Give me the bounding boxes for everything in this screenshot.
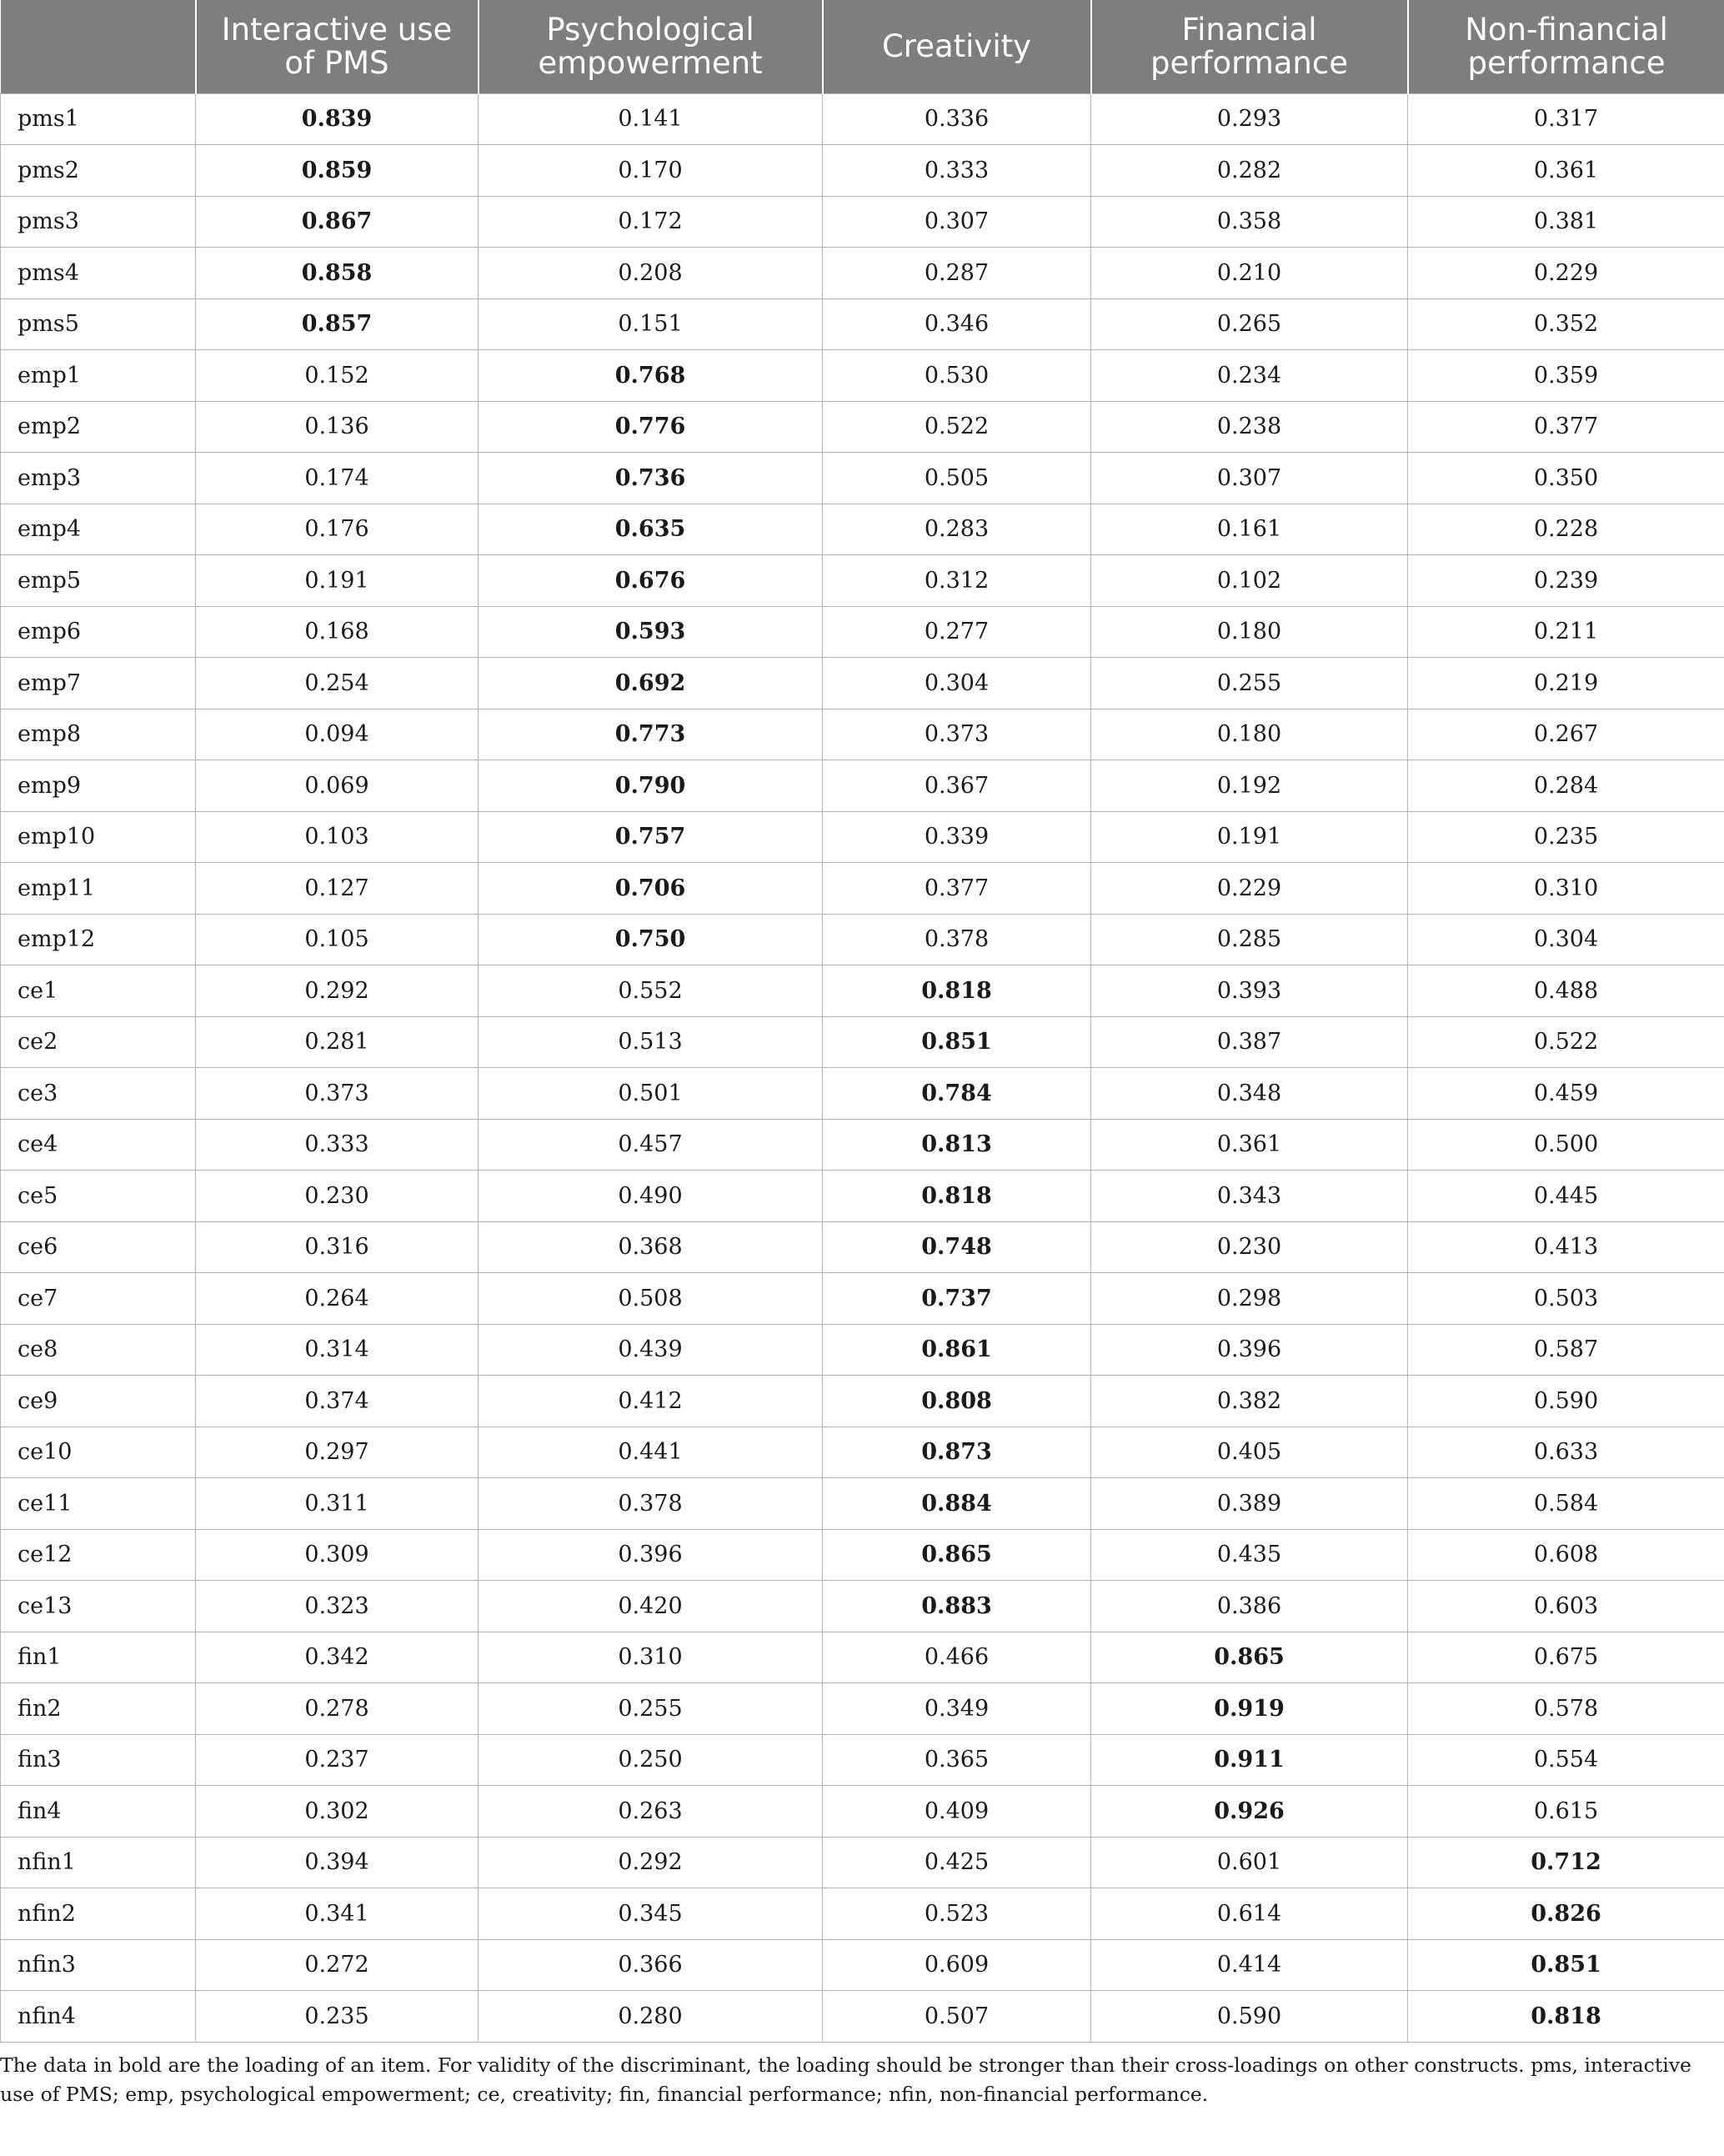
loading-cell-bold: 0.839 [196,93,479,145]
loading-cell: 0.405 [1091,1426,1408,1478]
header-interactive-use-of-pms: Interactive use of PMS [196,0,479,93]
item-label-cell: ce11 [1,1478,196,1530]
loading-cell: 0.342 [196,1632,479,1683]
item-label-cell: ce9 [1,1376,196,1427]
item-label-cell: nfin2 [1,1888,196,1940]
loading-cell: 0.378 [479,1478,823,1530]
table-row [1,1119,1724,1171]
loading-cell-bold: 0.884 [823,1478,1091,1530]
loading-cell: 0.349 [823,1683,1091,1735]
loading-cell-bold: 0.768 [479,350,823,402]
item-label-cell: pms3 [1,196,196,248]
loading-cell-bold: 0.883 [823,1581,1091,1632]
loading-cell: 0.590 [1408,1376,1724,1427]
item-label-cell: emp5 [1,555,196,607]
loading-cell: 0.069 [196,760,479,812]
loading-cell: 0.136 [196,401,479,453]
table-row [1,401,1724,453]
loading-cell: 0.191 [1091,811,1408,863]
table-row [1,709,1724,760]
loading-cell: 0.255 [1091,658,1408,709]
loading-cell: 0.151 [479,298,823,350]
loading-cell: 0.105 [196,914,479,965]
loading-cell: 0.500 [1408,1119,1724,1171]
loading-cell-bold: 0.867 [196,196,479,248]
loading-cell-bold: 0.859 [196,145,479,197]
item-label-cell: emp9 [1,760,196,812]
loading-cell: 0.501 [479,1068,823,1120]
item-label-cell: pms1 [1,93,196,145]
loading-cell: 0.333 [196,1119,479,1171]
loading-cell: 0.312 [823,555,1091,607]
item-label-cell: emp8 [1,709,196,760]
item-label-cell: emp7 [1,658,196,709]
loading-cell: 0.170 [479,145,823,197]
loading-cell: 0.381 [1408,196,1724,248]
loading-cell: 0.435 [1091,1529,1408,1581]
loading-cell: 0.263 [479,1786,823,1838]
loading-cell-bold: 0.757 [479,811,823,863]
loading-cell: 0.409 [823,1786,1091,1838]
loading-cell: 0.614 [1091,1888,1408,1940]
loading-cell: 0.302 [196,1786,479,1838]
loading-cell: 0.522 [823,401,1091,453]
loading-cell: 0.234 [1091,350,1408,402]
loading-cell: 0.238 [1091,401,1408,453]
header-creativity: Creativity [823,0,1091,93]
item-label-cell: nfin4 [1,1991,196,2043]
item-label-cell: emp10 [1,811,196,863]
item-label-cell: ce4 [1,1119,196,1171]
table-row [1,1324,1724,1376]
loading-cell: 0.339 [823,811,1091,863]
loading-cell-bold: 0.865 [823,1529,1091,1581]
table-row [1,1683,1724,1735]
loading-cell: 0.615 [1408,1786,1724,1838]
table-row [1,863,1724,915]
header-financial-performance: Financial performance [1091,0,1408,93]
item-label-cell: ce5 [1,1171,196,1222]
loading-cell: 0.307 [1091,453,1408,504]
loading-cell: 0.237 [196,1734,479,1786]
loading-cell: 0.267 [1408,709,1724,760]
loading-cell-bold: 0.773 [479,709,823,760]
loading-cell: 0.298 [1091,1273,1408,1325]
loading-cell: 0.523 [823,1888,1091,1940]
loading-cell: 0.174 [196,453,479,504]
loading-cell: 0.281 [196,1016,479,1068]
table-row [1,1991,1724,2043]
loading-cell: 0.230 [1091,1221,1408,1273]
loading-cell-bold: 0.919 [1091,1683,1408,1735]
loading-cell: 0.445 [1408,1171,1724,1222]
loading-cell-bold: 0.784 [823,1068,1091,1120]
loading-cell: 0.346 [823,298,1091,350]
table-row [1,1837,1724,1888]
table-row [1,1581,1724,1632]
loading-cell: 0.609 [823,1939,1091,1991]
loading-cell-bold: 0.818 [823,965,1091,1017]
item-label-cell: ce6 [1,1221,196,1273]
table-row [1,1273,1724,1325]
loading-cell-bold: 0.790 [479,760,823,812]
item-label-cell: ce8 [1,1324,196,1376]
item-label-cell: emp11 [1,863,196,915]
loading-cell: 0.172 [479,196,823,248]
loading-cell-bold: 0.926 [1091,1786,1408,1838]
loading-cell: 0.603 [1408,1581,1724,1632]
loading-cell: 0.466 [823,1632,1091,1683]
loading-cell: 0.280 [479,1991,823,2043]
loading-cell: 0.394 [196,1837,479,1888]
item-label-cell: pms5 [1,298,196,350]
loading-cell: 0.359 [1408,350,1724,402]
item-label-cell: fin4 [1,1786,196,1838]
loading-cell: 0.552 [479,965,823,1017]
loading-cell: 0.387 [1091,1016,1408,1068]
loading-cell: 0.314 [196,1324,479,1376]
loading-cell: 0.191 [196,555,479,607]
loading-cell: 0.094 [196,709,479,760]
item-label-cell: ce7 [1,1273,196,1325]
loading-cell: 0.127 [196,863,479,915]
loading-cell: 0.522 [1408,1016,1724,1068]
table-row [1,811,1724,863]
loading-cell: 0.590 [1091,1991,1408,2043]
header-item [1,0,196,93]
table-row [1,965,1724,1017]
table-footnote: The data in bold are the loading of an item. For validity of the discriminant, the loading should be stronger than their cross-loadings on other constructs. pms, interactive use of PMS; emp, psychological empowerment; ce, creativity; fin, financial performance; nfin, non-financial performance. [0,2053,1691,2106]
loading-cell: 0.378 [823,914,1091,965]
loading-cell: 0.228 [1408,504,1724,555]
loading-cell: 0.396 [479,1529,823,1581]
item-label-cell: emp1 [1,350,196,402]
loading-cell: 0.505 [823,453,1091,504]
loading-cell: 0.457 [479,1119,823,1171]
loading-cell: 0.389 [1091,1478,1408,1530]
loading-cell: 0.284 [1408,760,1724,812]
table-row [1,1426,1724,1478]
loading-cell: 0.373 [823,709,1091,760]
loading-cell: 0.530 [823,350,1091,402]
item-label-cell: ce13 [1,1581,196,1632]
loading-cell: 0.578 [1408,1683,1724,1735]
loading-cell: 0.675 [1408,1632,1724,1683]
item-label-cell: ce1 [1,965,196,1017]
loading-cell: 0.490 [479,1171,823,1222]
loading-cell-bold: 0.593 [479,606,823,658]
loading-cell: 0.309 [196,1529,479,1581]
table-row [1,1478,1724,1530]
loading-cell: 0.229 [1091,863,1408,915]
loading-cell: 0.503 [1408,1273,1724,1325]
loading-cell: 0.396 [1091,1324,1408,1376]
loading-cell: 0.413 [1408,1221,1724,1273]
item-label-cell: fin1 [1,1632,196,1683]
item-label-cell: ce12 [1,1529,196,1581]
loading-cell-bold: 0.851 [823,1016,1091,1068]
item-label-cell: nfin1 [1,1837,196,1888]
item-label-cell: emp4 [1,504,196,555]
loading-cell: 0.180 [1091,606,1408,658]
loading-cell: 0.343 [1091,1171,1408,1222]
table-row [1,350,1724,402]
loading-cell-bold: 0.818 [1408,1991,1724,2043]
loading-cell: 0.366 [479,1939,823,1991]
table-header-row [1,0,1724,93]
loading-cell: 0.459 [1408,1068,1724,1120]
loading-cell: 0.608 [1408,1529,1724,1581]
loading-cell: 0.439 [479,1324,823,1376]
item-label-cell: emp2 [1,401,196,453]
loading-cell: 0.272 [196,1939,479,1991]
table-row [1,1016,1724,1068]
loading-cell-bold: 0.748 [823,1221,1091,1273]
loading-cell-bold: 0.692 [479,658,823,709]
table-row [1,504,1724,555]
loading-cell: 0.255 [479,1683,823,1735]
loading-cell-bold: 0.808 [823,1376,1091,1427]
item-label-cell: emp3 [1,453,196,504]
loading-cell: 0.235 [1408,811,1724,863]
loading-cell: 0.323 [196,1581,479,1632]
loading-cell: 0.297 [196,1426,479,1478]
loading-cell: 0.341 [196,1888,479,1940]
loading-cell-bold: 0.706 [479,863,823,915]
loading-cell: 0.161 [1091,504,1408,555]
loading-cell: 0.352 [1408,298,1724,350]
loading-cell: 0.377 [1408,401,1724,453]
loading-cell: 0.292 [196,965,479,1017]
loading-cell: 0.601 [1091,1837,1408,1888]
loading-cell-bold: 0.712 [1408,1837,1724,1888]
loading-cell: 0.336 [823,93,1091,145]
loading-cell: 0.254 [196,658,479,709]
loading-cell: 0.374 [196,1376,479,1427]
table-row [1,1734,1724,1786]
loading-cell: 0.285 [1091,914,1408,965]
loading-cell: 0.633 [1408,1426,1724,1478]
loading-cell-bold: 0.911 [1091,1734,1408,1786]
loading-cell-bold: 0.818 [823,1171,1091,1222]
item-label-cell: ce2 [1,1016,196,1068]
loading-cell-bold: 0.865 [1091,1632,1408,1683]
loading-cell-bold: 0.813 [823,1119,1091,1171]
loading-cell: 0.333 [823,145,1091,197]
loading-cell-bold: 0.826 [1408,1888,1724,1940]
loading-cell: 0.345 [479,1888,823,1940]
loading-cell: 0.103 [196,811,479,863]
loading-cell-bold: 0.861 [823,1324,1091,1376]
loading-cell: 0.176 [196,504,479,555]
loading-cell: 0.373 [196,1068,479,1120]
loading-cell: 0.208 [479,248,823,299]
item-label-cell: emp12 [1,914,196,965]
loading-cell: 0.219 [1408,658,1724,709]
loading-cell: 0.350 [1408,453,1724,504]
loading-cell: 0.386 [1091,1581,1408,1632]
loading-cell-bold: 0.676 [479,555,823,607]
loading-cell: 0.229 [1408,248,1724,299]
loading-cell: 0.304 [1408,914,1724,965]
table-row [1,606,1724,658]
loading-cell: 0.382 [1091,1376,1408,1427]
loading-cell: 0.239 [1408,555,1724,607]
item-label-cell: fin2 [1,1683,196,1735]
table-body [1,93,1724,2042]
item-label-cell: ce10 [1,1426,196,1478]
loading-cell: 0.310 [1408,863,1724,915]
table-row [1,555,1724,607]
loading-cell: 0.420 [479,1581,823,1632]
loading-cell: 0.152 [196,350,479,402]
loading-cell: 0.292 [479,1837,823,1888]
loading-cell: 0.283 [823,504,1091,555]
loading-cell-bold: 0.857 [196,298,479,350]
loading-cell: 0.311 [196,1478,479,1530]
loading-cell-bold: 0.736 [479,453,823,504]
loading-cell: 0.554 [1408,1734,1724,1786]
loading-cell: 0.316 [196,1221,479,1273]
loading-cell: 0.361 [1091,1119,1408,1171]
table-row [1,298,1724,350]
loading-cell: 0.168 [196,606,479,658]
loading-cell: 0.141 [479,93,823,145]
loading-cell: 0.488 [1408,965,1724,1017]
loading-cell: 0.317 [1408,93,1724,145]
item-label-cell: fin3 [1,1734,196,1786]
item-label-cell: ce3 [1,1068,196,1120]
loading-cell: 0.361 [1408,145,1724,197]
loading-cell: 0.230 [196,1171,479,1222]
loading-cell: 0.414 [1091,1939,1408,1991]
loading-cell: 0.304 [823,658,1091,709]
loading-cell: 0.180 [1091,709,1408,760]
table-row [1,1632,1724,1683]
loading-cell: 0.307 [823,196,1091,248]
table-row [1,658,1724,709]
loading-cell-bold: 0.858 [196,248,479,299]
loading-cell: 0.235 [196,1991,479,2043]
loading-cell: 0.368 [479,1221,823,1273]
table-row [1,453,1724,504]
loading-cell: 0.508 [479,1273,823,1325]
loading-cell: 0.102 [1091,555,1408,607]
item-label-cell: nfin3 [1,1939,196,1991]
loading-cell: 0.584 [1408,1478,1724,1530]
loading-cell: 0.192 [1091,760,1408,812]
table-row [1,1376,1724,1427]
table-row [1,1786,1724,1838]
table-row [1,196,1724,248]
loading-cell: 0.278 [196,1683,479,1735]
loading-cell-bold: 0.635 [479,504,823,555]
table-row [1,760,1724,812]
loading-cell: 0.412 [479,1376,823,1427]
loading-cell: 0.377 [823,863,1091,915]
item-label-cell: pms4 [1,248,196,299]
loading-cell-bold: 0.873 [823,1426,1091,1478]
table-row [1,1221,1724,1273]
loading-cell: 0.282 [1091,145,1408,197]
loading-cell: 0.348 [1091,1068,1408,1120]
loading-cell: 0.393 [1091,965,1408,1017]
loading-cell-bold: 0.776 [479,401,823,453]
table-row [1,1068,1724,1120]
table-row [1,1888,1724,1940]
table-row [1,1939,1724,1991]
table-row [1,145,1724,197]
loading-cell: 0.367 [823,760,1091,812]
header-non-financial-performance: Non-financial performance [1408,0,1724,93]
loading-cell: 0.250 [479,1734,823,1786]
loading-cell-bold: 0.737 [823,1273,1091,1325]
item-label-cell: pms2 [1,145,196,197]
loading-cell: 0.211 [1408,606,1724,658]
loading-cell: 0.365 [823,1734,1091,1786]
loading-cell: 0.507 [823,1991,1091,2043]
table-row [1,93,1724,145]
loading-cell: 0.310 [479,1632,823,1683]
loading-cell: 0.441 [479,1426,823,1478]
table-row [1,1171,1724,1222]
header-psychological-empowerment: Psychological empowerment [479,0,823,93]
loading-cell: 0.277 [823,606,1091,658]
loading-cell: 0.358 [1091,196,1408,248]
loading-cell-bold: 0.851 [1408,1939,1724,1991]
table-row [1,914,1724,965]
loading-cell: 0.293 [1091,93,1408,145]
loading-cell-bold: 0.750 [479,914,823,965]
table-row [1,1529,1724,1581]
loading-cell: 0.265 [1091,298,1408,350]
loading-cell: 0.210 [1091,248,1408,299]
loading-cell: 0.287 [823,248,1091,299]
loading-cell: 0.587 [1408,1324,1724,1376]
loading-cell: 0.513 [479,1016,823,1068]
table-row [1,248,1724,299]
loading-cell: 0.264 [196,1273,479,1325]
loading-cell: 0.425 [823,1837,1091,1888]
item-label-cell: emp6 [1,606,196,658]
